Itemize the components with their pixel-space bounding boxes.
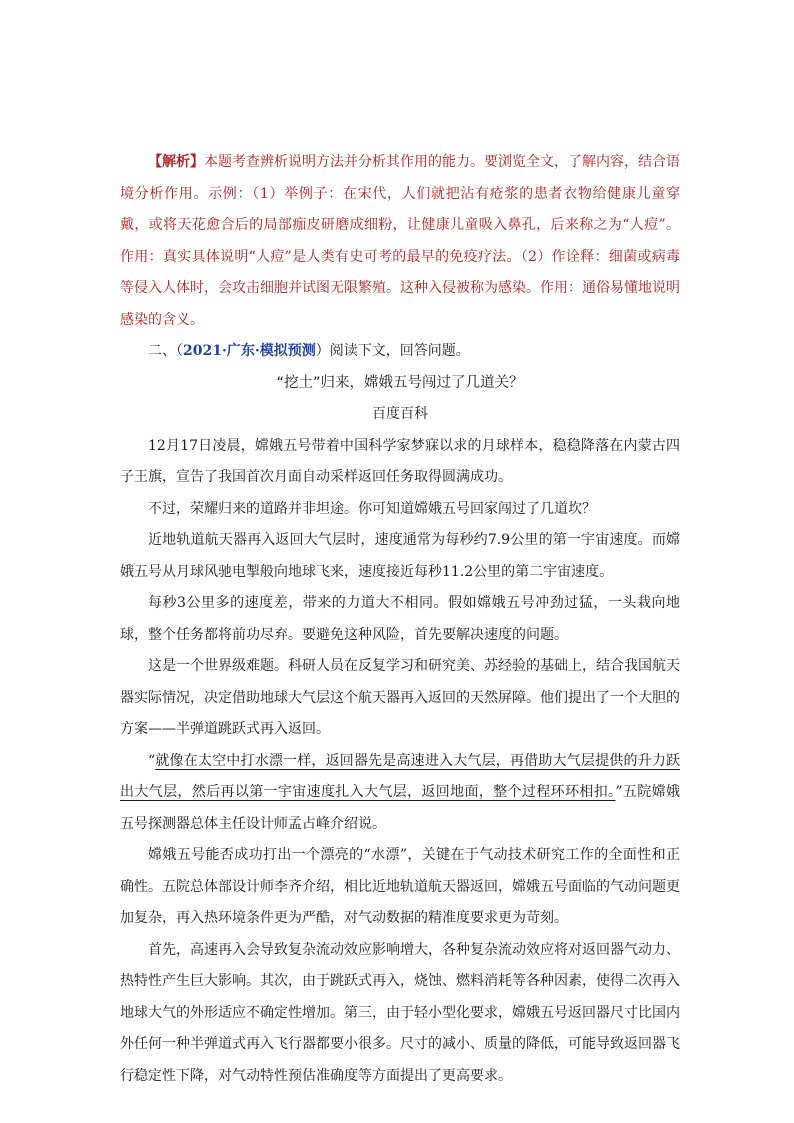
article-source: 百度百科 [372,406,428,422]
analysis-text: 本题考查辨析说明方法并分析其作用的能力。要浏览全文，了解内容，结合语境分析作用。示例：（1）举例子：在宋代，人们就把沾有疮浆的患者衣物给健康儿童穿戴，或将天花愈合后的局部痂皮研磨成细粉，让健康儿童吸入鼻孔，后来称之为“人痘”。作用：真实具体说明“人痘”是人类有史可考的最早的免疫疗法。（2）作诠释：细菌或病毒等侵入人体时，会攻击细胞并试图无限繁殖。这种入侵被称为感染。作用：通俗易懂地说明感染的含义。 [120,154,680,328]
article-paragraph-4: 每秒3公里多的速度差，带来的力道大不相同。假如嫦娥五号冲劲过猛，一头栽向地球，整个任务都将前功尽弃。要避免这种风险，首先要解决速度的问题。 [120,595,680,643]
document-content [120,147,680,1092]
article-paragraph-6 [120,746,680,841]
source-close-paren: ） [315,343,330,359]
article-title: “挖土”归来，嫦娥五号闯过了几道关？ [276,374,524,391]
question-instruction: 阅读下文，回答问题。 [329,343,470,359]
underlined-quote: 就像在太空中打水漂一样，返回器先是高速进入大气层，再借助大气层提供的升力跃出大气层，然后再以第一宇宙速度扎入大气层，返回地面，整个过程环环相扣。 [120,752,680,800]
analysis-paragraph [120,147,680,336]
question-number: 二、 [148,343,176,359]
analysis-tag: 【解析】 [148,154,204,170]
article-paragraph-5: 这是一个世界级难题。科研人员在反复学习和研究美、苏经验的基础上，结合我国航天器实际情况，决定借助地球大气层这个航天器再入返回的天然屏障。他们提出了一个大胆的方案——半弹道跳跃式再入返回。 [120,658,680,737]
question-heading [120,336,680,368]
article-paragraph-8: 首先，高速再入会导致复杂流动效应影响增大，各种复杂流动效应将对返回器气动力、热特性产生巨大影响。其次，由于跳跃式再入，烧蚀、燃料消耗等各种因素，使得二次再入地球大气的外形适应不确定性增加。第三，由于轻小型化要求，嫦娥五号返回器尺寸比国内外任何一种半弹道式再入飞行器都要小很多。尺寸的减小、质量的降低，可能导致返回器飞行稳定性下降，对气动特性预估准确度等方面提出了更高要求。 [120,941,680,1084]
question-source-tag: 2021·广东·模拟预测 [183,343,316,359]
quote-attribution: ”五院嫦娥五号探测器总体主任设计师孟占峰介绍说。 [120,784,680,832]
article-paragraph-1: 12月17日凌晨，嫦娥五号带着中国科学家梦寐以求的月球样本，稳稳降落在内蒙古四子王旗，宣告了我国首次月面自动采样返回任务取得圆满成功。 [120,437,680,485]
article-paragraph-7: 嫦娥五号能否成功打出一个漂亮的“水漂”，关键在于气动技术研究工作的全面性和正确性。五院总体部设计师李齐介绍，相比近地轨道航天器返回，嫦娥五号面临的气动问题更加复杂，再入热环境条件更为严酷，对气动数据的精准度要求更为苛刻。 [120,847,680,926]
quote-open-mark: “ [148,752,156,769]
article-paragraph-3: 近地轨道航天器再入返回大气层时，速度通常为每秒约7.9公里的第一宇宙速度。而嫦娥五号从月球风驰电掣般向地球飞来，速度接近每秒11.2公里的第二宇宙速度。 [120,532,680,580]
article-paragraph-2: 不过，荣耀归来的道路并非坦途。你可知道嫦娥五号回家闯过了几道坎？ [148,500,596,517]
source-open-paren: （ [176,343,183,359]
